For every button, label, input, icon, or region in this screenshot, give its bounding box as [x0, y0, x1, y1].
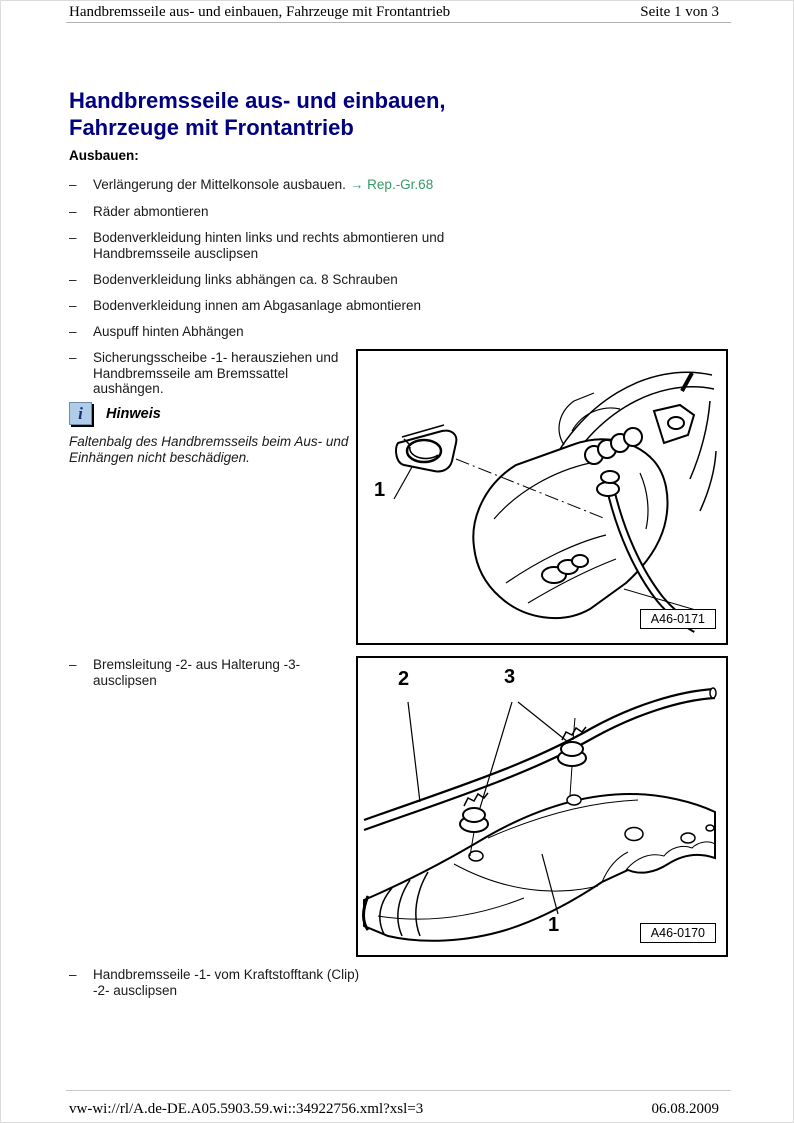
step-item-6	[69, 324, 469, 340]
step-text: Bremsleitung -2- aus Halterung -3- ausclipsen	[93, 657, 301, 688]
securing-washer-part	[396, 425, 456, 472]
caliper-drawing	[358, 351, 722, 639]
bullet-dash: –	[69, 230, 77, 245]
fig2-callout-1: 1	[548, 914, 560, 936]
bullet-dash: –	[69, 298, 77, 313]
fig2-callout-3: 3	[504, 666, 516, 688]
step-item-5	[69, 298, 469, 314]
step-item-2	[69, 204, 469, 220]
step-item-7	[69, 350, 353, 397]
bullet-dash: –	[69, 204, 77, 219]
fig2-code: A46-0170	[640, 923, 716, 943]
page-indicator: Seite 1 von 3	[640, 4, 719, 20]
step-text: Räder abmontieren	[93, 204, 209, 219]
tank-cable-drawing	[358, 658, 722, 951]
footer-rule	[66, 1090, 731, 1091]
note-text: Faltenbalg des Handbremsseils beim Aus- und Einhängen nicht beschädigen.	[69, 434, 349, 465]
fig1-code: A46-0171	[640, 609, 716, 629]
page-title-line1: Handbremsseile aus- und einbauen,	[69, 88, 446, 113]
note-label: Hinweis	[106, 405, 161, 422]
step-text: Bodenverkleidung innen am Abgasanlage abmontieren	[93, 298, 421, 313]
step-item-1	[69, 177, 539, 193]
step-text: Handbremsseile -1- vom Kraftstofftank (Clip) -2- ausclipsen	[93, 967, 360, 998]
bullet-dash: –	[69, 967, 77, 982]
bullet-dash: –	[69, 324, 77, 339]
section-heading: Ausbauen:	[69, 148, 139, 163]
step-item-4	[69, 272, 469, 288]
info-icon: i	[69, 402, 92, 425]
bullet-dash: –	[69, 177, 77, 192]
step-item-8	[69, 657, 359, 688]
figure-a46-0170	[356, 656, 728, 957]
bullet-dash: –	[69, 657, 77, 672]
step-item-9	[69, 967, 364, 998]
bullet-dash: –	[69, 272, 77, 287]
note-header	[69, 402, 161, 425]
page-title	[69, 87, 446, 141]
cable-clip-right	[558, 718, 586, 796]
step-text: Sicherungsscheibe -1- herausziehen und Handbremsseile am Bremssattel aushängen.	[93, 350, 339, 396]
footer-source: vw-wi://rl/A.de-DE.A05.5903.59.wi::34922756.xml?xsl=3	[69, 1101, 424, 1117]
page-title-line2: Fahrzeuge mit Frontantrieb	[69, 115, 354, 140]
step-text: Bodenverkleidung links abhängen ca. 8 Schrauben	[93, 272, 398, 287]
step-item-3	[69, 230, 464, 261]
rep-gr-link[interactable]: → Rep.-Gr.68	[349, 177, 434, 192]
step-text: Bodenverkleidung hinten links und rechts abmontieren und Handbremsseile ausclipsen	[93, 230, 445, 261]
footer-date: 06.08.2009	[651, 1101, 719, 1117]
running-header-title: Handbremsseile aus- und einbauen, Fahrzeuge mit Frontantrieb	[69, 4, 451, 20]
header-rule	[66, 22, 731, 23]
fig2-callout-2: 2	[398, 668, 410, 690]
bullet-dash: –	[69, 350, 77, 365]
fig1-callout-1: 1	[374, 479, 386, 501]
step-text: Auspuff hinten Abhängen	[93, 324, 244, 339]
figure-a46-0171	[356, 349, 728, 645]
step-text: Verlängerung der Mittelkonsole ausbauen.	[93, 177, 346, 192]
